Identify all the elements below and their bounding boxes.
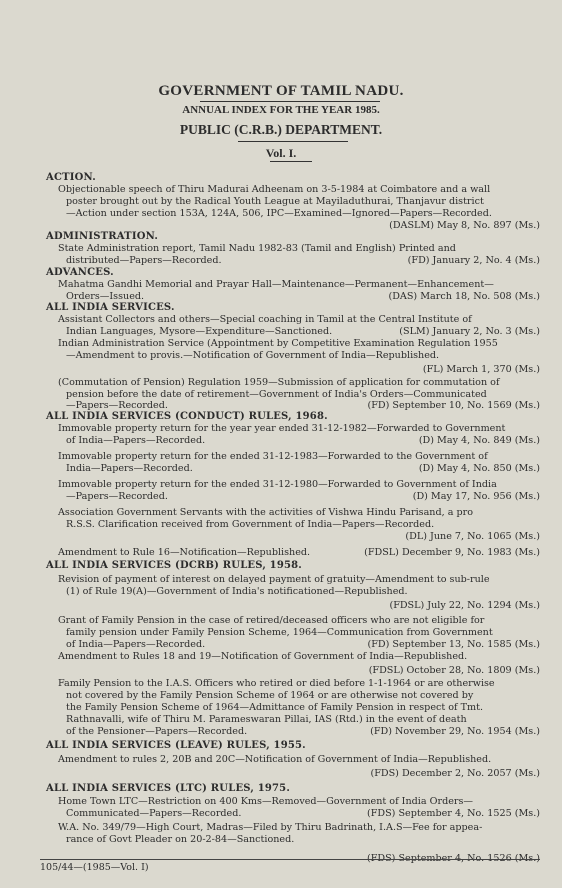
entry-text: Family Pension to the I.A.S. Officers who retired or died before 1-1-1964 or are otherwise <box>58 678 495 689</box>
section-heading <box>46 739 540 752</box>
entry-text: —Amendment to provis.—Notification of Government of India—Republished. <box>66 350 440 361</box>
index-line <box>66 767 540 780</box>
entry-text: Amendment to Rule 16—Notification—Republished. <box>58 547 311 558</box>
entry-text: rance of Govt Pleader on 20-2-84—Sanctioned. <box>66 834 295 845</box>
entry-reference: (FD) September 10, No. 1569 (Ms.) <box>367 400 540 411</box>
volume-label: Vol. I. <box>265 146 297 160</box>
footer-code: 105/44—(1985—Vol. I) <box>40 862 149 873</box>
entry-text: Immovable property return for the ended 31-12-1980—Forwarded to Government of India <box>58 479 497 490</box>
entry-reference: (FDS) September 4, No. 1526 (Ms.) <box>367 853 540 864</box>
entry-reference: (FD) January 2, No. 4 (Ms.) <box>407 255 540 266</box>
entry-text: —Papers—Recorded. <box>66 400 168 411</box>
entry-reference: (D) May 4, No. 850 (Ms.) <box>418 463 540 474</box>
entry-reference: (D) May 4, No. 849 (Ms.) <box>418 435 540 446</box>
entry-text: W.A. No. 349/79—High Court, Madras—Filed by Thiru Badrinath, I.A.S—Fee for appea- <box>58 822 483 833</box>
entry-text: Amendment to Rules 18 and 19—Notification of Government of India—Republished. <box>58 651 468 662</box>
index-line <box>66 664 540 677</box>
entry-text: Revision of payment of interest on delayed payment of gratuity—Amendment to sub-rule <box>58 574 490 585</box>
entry-text: —Action under section 153A, 124A, 506, IPC—Examined—Ignored—Papers—Recorded. <box>66 208 492 219</box>
entry-text: Association Government Servants with the activities of Vishwa Hindu Parisand, a pro <box>58 507 473 518</box>
entry-text: (1) of Rule 19(A)—Government of India's notificationed—Republished. <box>66 586 408 597</box>
entry-text: of India—Papers—Recorded. <box>66 639 206 650</box>
entry-reference: (FDSL) July 22, No. 1294 (Ms.) <box>389 600 540 611</box>
entry-reference: (FDSL) October 28, No. 1809 (Ms.) <box>368 665 540 676</box>
entry-reference: (DL) June 7, No. 1065 (Ms.) <box>405 531 540 542</box>
section-heading-text: ALL INDIA SERVICES. <box>46 302 175 313</box>
entry-text: (Commutation of Pension) Regulation 1959—Submission of application for commutation of <box>58 377 500 388</box>
entry-reference: (SLM) January 2, No. 3 (Ms.) <box>399 326 540 337</box>
index-line <box>66 462 540 475</box>
entry-text: R.S.S. Clarification received from Government of India—Papers—Recorded. <box>66 519 435 530</box>
index-line <box>66 434 540 447</box>
section-heading-text: ADMINISTRATION. <box>46 231 158 242</box>
index-line <box>66 599 540 612</box>
entry-reference: (DAS) March 18, No. 508 (Ms.) <box>388 291 540 302</box>
footer-rule <box>40 859 540 860</box>
section-heading-text: ALL INDIA SERVICES (LTC) RULES, 1975. <box>46 783 291 794</box>
index-line <box>58 546 540 559</box>
entry-text: Amendment to rules 2, 20B and 20C—Notification of Government of India—Republished. <box>58 754 492 765</box>
entry-reference: (FD) September 13, No. 1585 (Ms.) <box>367 639 540 650</box>
index-line <box>66 585 540 598</box>
index-line <box>66 725 540 738</box>
department-underline <box>238 141 348 142</box>
index-line <box>66 490 540 503</box>
entry-reference: (DASLM) May 8, No. 897 (Ms.) <box>389 220 540 231</box>
entry-text: —Papers—Recorded. <box>66 491 168 502</box>
index-line <box>58 650 540 663</box>
section-heading-text: ALL INDIA SERVICES (LEAVE) RULES, 1955. <box>46 740 306 751</box>
entry-text: Grant of Family Pension in the case of retired/deceased officers who are not eligible for <box>58 615 485 626</box>
section-heading-text: ALL INDIA SERVICES (DCRB) RULES, 1958. <box>46 560 302 571</box>
index-line <box>66 349 540 362</box>
entry-text: of India—Papers—Recorded. <box>66 435 206 446</box>
entry-reference: (FDSL) December 9, No. 1983 (Ms.) <box>364 547 540 558</box>
section-heading <box>46 782 540 795</box>
page-title: GOVERNMENT OF TAMIL NADU. <box>158 83 404 99</box>
entry-text: distributed—Papers—Recorded. <box>66 255 222 266</box>
entry-text: Indian Languages, Mysore—Expenditure—Sanctioned. <box>66 326 333 337</box>
entry-reference: (FDS) September 4, No. 1525 (Ms.) <box>367 808 540 819</box>
index-line <box>66 807 540 820</box>
entry-text: pension before the date of retirement—Government of India's Orders—Communicated <box>66 389 487 400</box>
index-line <box>58 753 540 766</box>
section-heading-text: ADVANCES. <box>46 267 114 278</box>
department-title: PUBLIC (C.R.B.) DEPARTMENT. <box>179 122 383 137</box>
entry-text: Home Town LTC—Restriction on 400 Kms—Removed—Government of India Orders— <box>58 796 474 807</box>
entry-text: Mahatma Gandhi Memorial and Prayar Hall—Maintenance—Permanent—Enhancement— <box>58 279 494 290</box>
page-subtitle: ANNUAL INDEX FOR THE YEAR 1985. <box>182 104 380 116</box>
entry-text: India—Papers—Recorded. <box>66 463 193 474</box>
title-underline <box>200 101 380 102</box>
entry-text: Indian Administration Service (Appointment by Competitive Examination Regulation 1955 <box>58 338 498 349</box>
entry-text: Communicated—Papers—Recorded. <box>66 808 242 819</box>
entry-text: family pension under Family Pension Scheme, 1964—Communication from Government <box>66 627 493 638</box>
entry-reference: (D) May 17, No. 956 (Ms.) <box>412 491 540 502</box>
entry-text: of the Pensioner—Papers—Recorded. <box>66 726 248 737</box>
entry-text: Immovable property return for the year year ended 31-12-1982—Forwarded to Government <box>58 423 506 434</box>
entry-text: Immovable property return for the ended 31-12-1983—Forwarded to the Government of <box>58 451 488 462</box>
entry-reference: (FDS) December 2, No. 2057 (Ms.) <box>370 768 540 779</box>
entry-text: not covered by the Family Pension Scheme of 1964 or are otherwise not covered by <box>66 690 474 701</box>
index-line <box>66 530 540 543</box>
index-line <box>66 363 540 376</box>
entry-text: Objectionable speech of Thiru Madurai Adheenam on 3-5-1984 at Coimbatore and a wall <box>58 184 491 195</box>
entry-text: poster brought out by the Radical Youth League at Mayiladuthurai, Thanjavur district <box>66 196 484 207</box>
entry-text: the Family Pension Scheme of 1964—Admittance of Family Pension in respect of Tmt. <box>66 702 484 713</box>
section-heading-text: ACTION. <box>46 172 96 183</box>
entry-text: State Administration report, Tamil Nadu 1982-83 (Tamil and English) Printed and <box>58 243 456 254</box>
section-heading <box>46 559 540 572</box>
entry-text: Assistant Collectors and others—Special coaching in Tamil at the Central Institute of <box>58 314 472 325</box>
volume-underline <box>270 161 312 162</box>
section-heading-text: ALL INDIA SERVICES (CONDUCT) RULES, 1968. <box>46 411 328 422</box>
entry-reference: (FL) March 1, 370 (Ms.) <box>422 364 540 375</box>
entry-text: Rathnavalli, wife of Thiru M. Parameswaran Pillai, IAS (Rtd.) in the event of death <box>66 714 467 725</box>
entry-text: Orders—Issued. <box>66 291 145 302</box>
entry-reference: (FD) November 29, No. 1954 (Ms.) <box>370 726 540 737</box>
index-line <box>66 833 540 846</box>
